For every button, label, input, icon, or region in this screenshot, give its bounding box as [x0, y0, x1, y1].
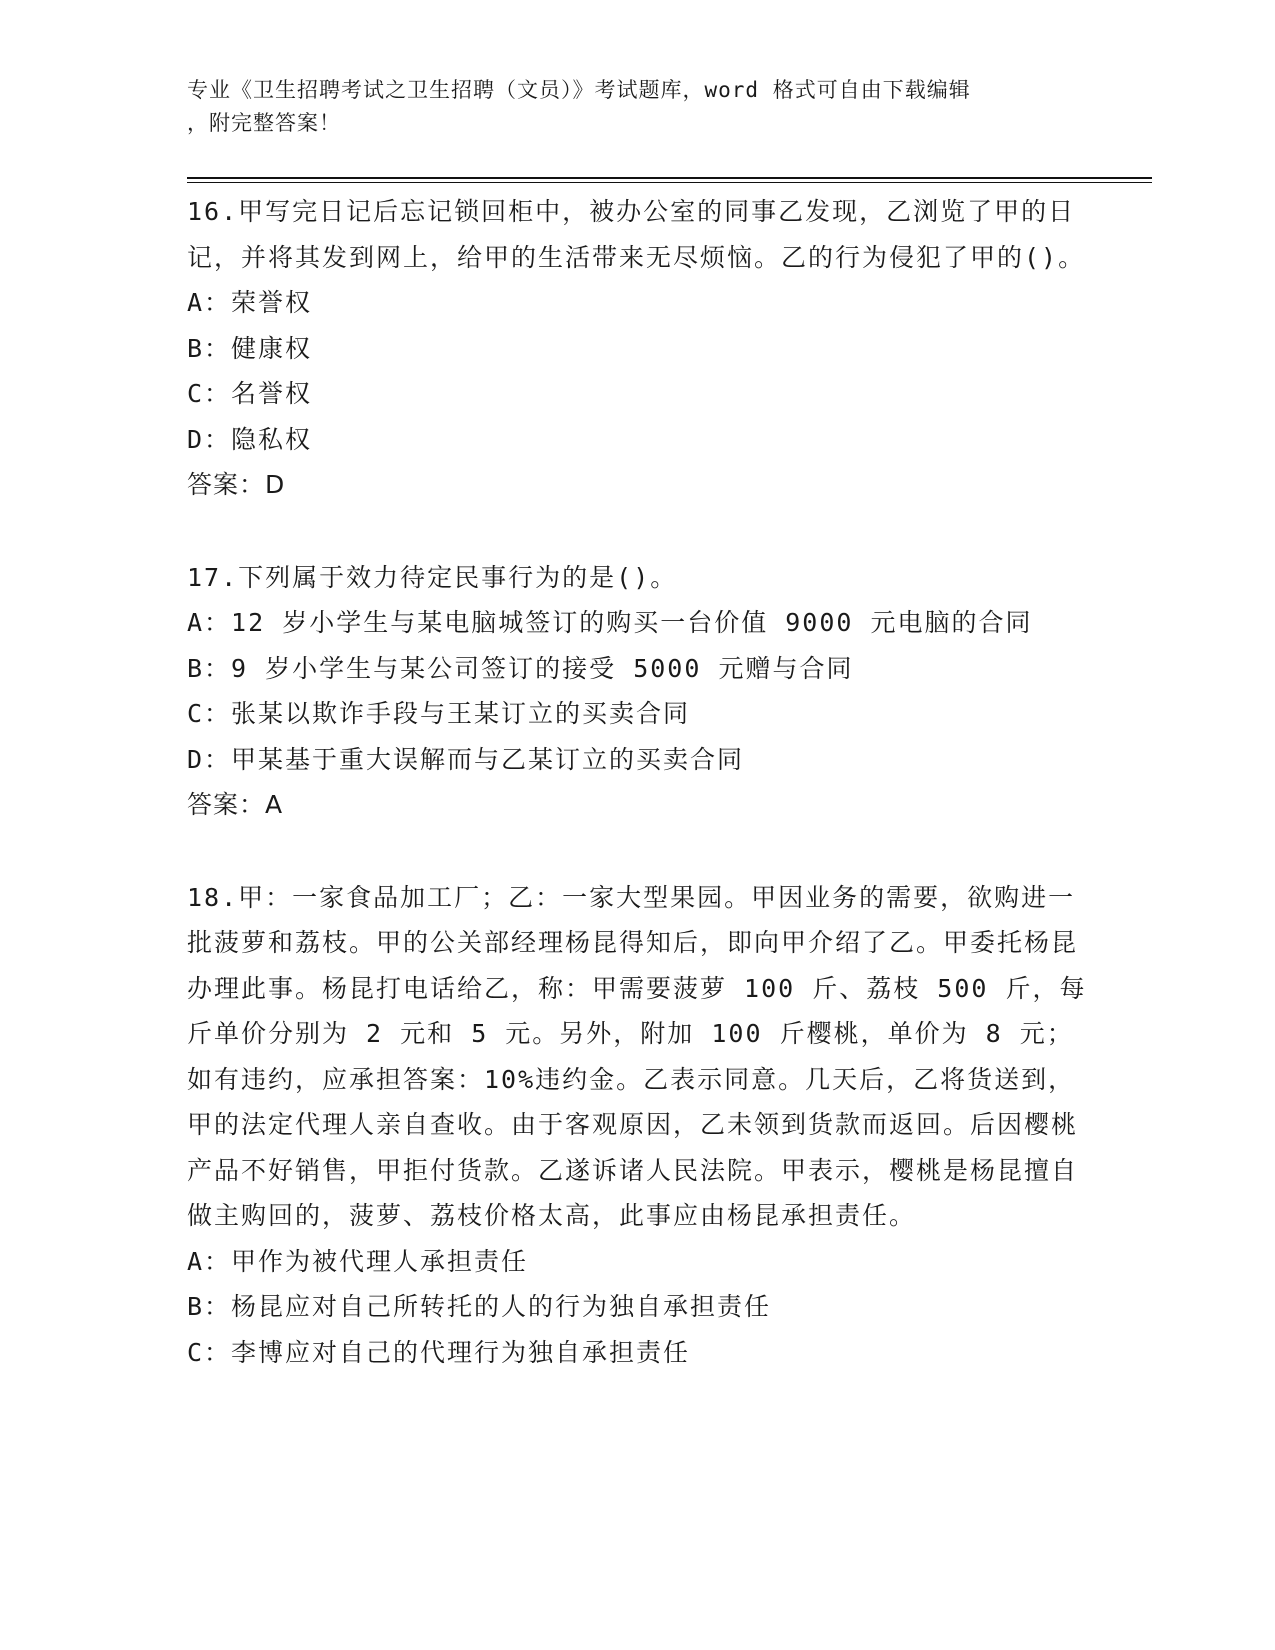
- question-stem: 18.甲：一家食品加工厂；乙：一家大型果园。甲因业务的需要，欲购进一批菠萝和荔枝。甲的公关部经理杨昆得知后，即向甲介绍了乙。甲委托杨昆办理此事。杨昆打电话给乙，称：甲需要菠萝 100 斤、荔枝 500 斤，每斤单价分别为 2 元和 5 元。另外，附加 100 斤樱桃，单价为 8 元；如有违约，应承担答案：10%违约金。乙表示同意。几天后，乙将货送到，甲的法定代理人亲自查收。由于客观原因，乙未领到货款而返回。后因樱桃产品不好销售，甲拒付货款。乙遂诉诸人民法院。甲表示，樱桃是杨昆擅自做主购回的，菠萝、荔枝价格太高，此事应由杨昆承担责任。: [187, 882, 1087, 1230]
- question-18: [187, 875, 1087, 1376]
- option-d: D：甲某基于重大误解而与乙某订立的买卖合同: [187, 744, 745, 774]
- question-17: [187, 555, 1087, 828]
- answer-line: 答案：D: [187, 470, 286, 499]
- question-16: [187, 189, 1087, 508]
- header-divider-thin: [187, 182, 1152, 183]
- option-c: C：张某以欺诈手段与王某订立的买卖合同: [187, 699, 691, 728]
- option-c: C：名誉权: [187, 379, 313, 408]
- header-intro-line-2: ，附完整答案！: [187, 111, 341, 135]
- option-c: C：李博应对自己的代理行为独自承担责任: [187, 1337, 691, 1367]
- option-b: B：杨昆应对自己所转托的人的行为独自承担责任: [187, 1292, 772, 1321]
- document-header: [187, 74, 1067, 140]
- header-divider-thick: [187, 177, 1152, 179]
- header-intro-line-1: 专业《卫生招聘考试之卫生招聘（文员）》考试题库，word 格式可自由下载编辑: [187, 78, 971, 102]
- answer-line: 答案：A: [187, 790, 284, 819]
- question-stem: 16.甲写完日记后忘记锁回柜中，被办公室的同事乙发现，乙浏览了甲的日记，并将其发到网上，给甲的生活带来无尽烦恼。乙的行为侵犯了甲的()。: [187, 197, 1086, 272]
- option-a: A：甲作为被代理人承担责任: [187, 1246, 529, 1276]
- option-b: B：健康权: [187, 333, 313, 363]
- option-d: D：隐私权: [187, 424, 313, 454]
- option-a: A：荣誉权: [187, 288, 313, 317]
- question-list: [187, 189, 1087, 1422]
- question-stem: 17.下列属于效力待定民事行为的是()。: [187, 562, 678, 592]
- option-a: A：12 岁小学生与某电脑城签订的购买一台价值 9000 元电脑的合同: [187, 608, 1033, 637]
- option-b: B：9 岁小学生与某公司签订的接受 5000 元赠与合同: [187, 653, 854, 683]
